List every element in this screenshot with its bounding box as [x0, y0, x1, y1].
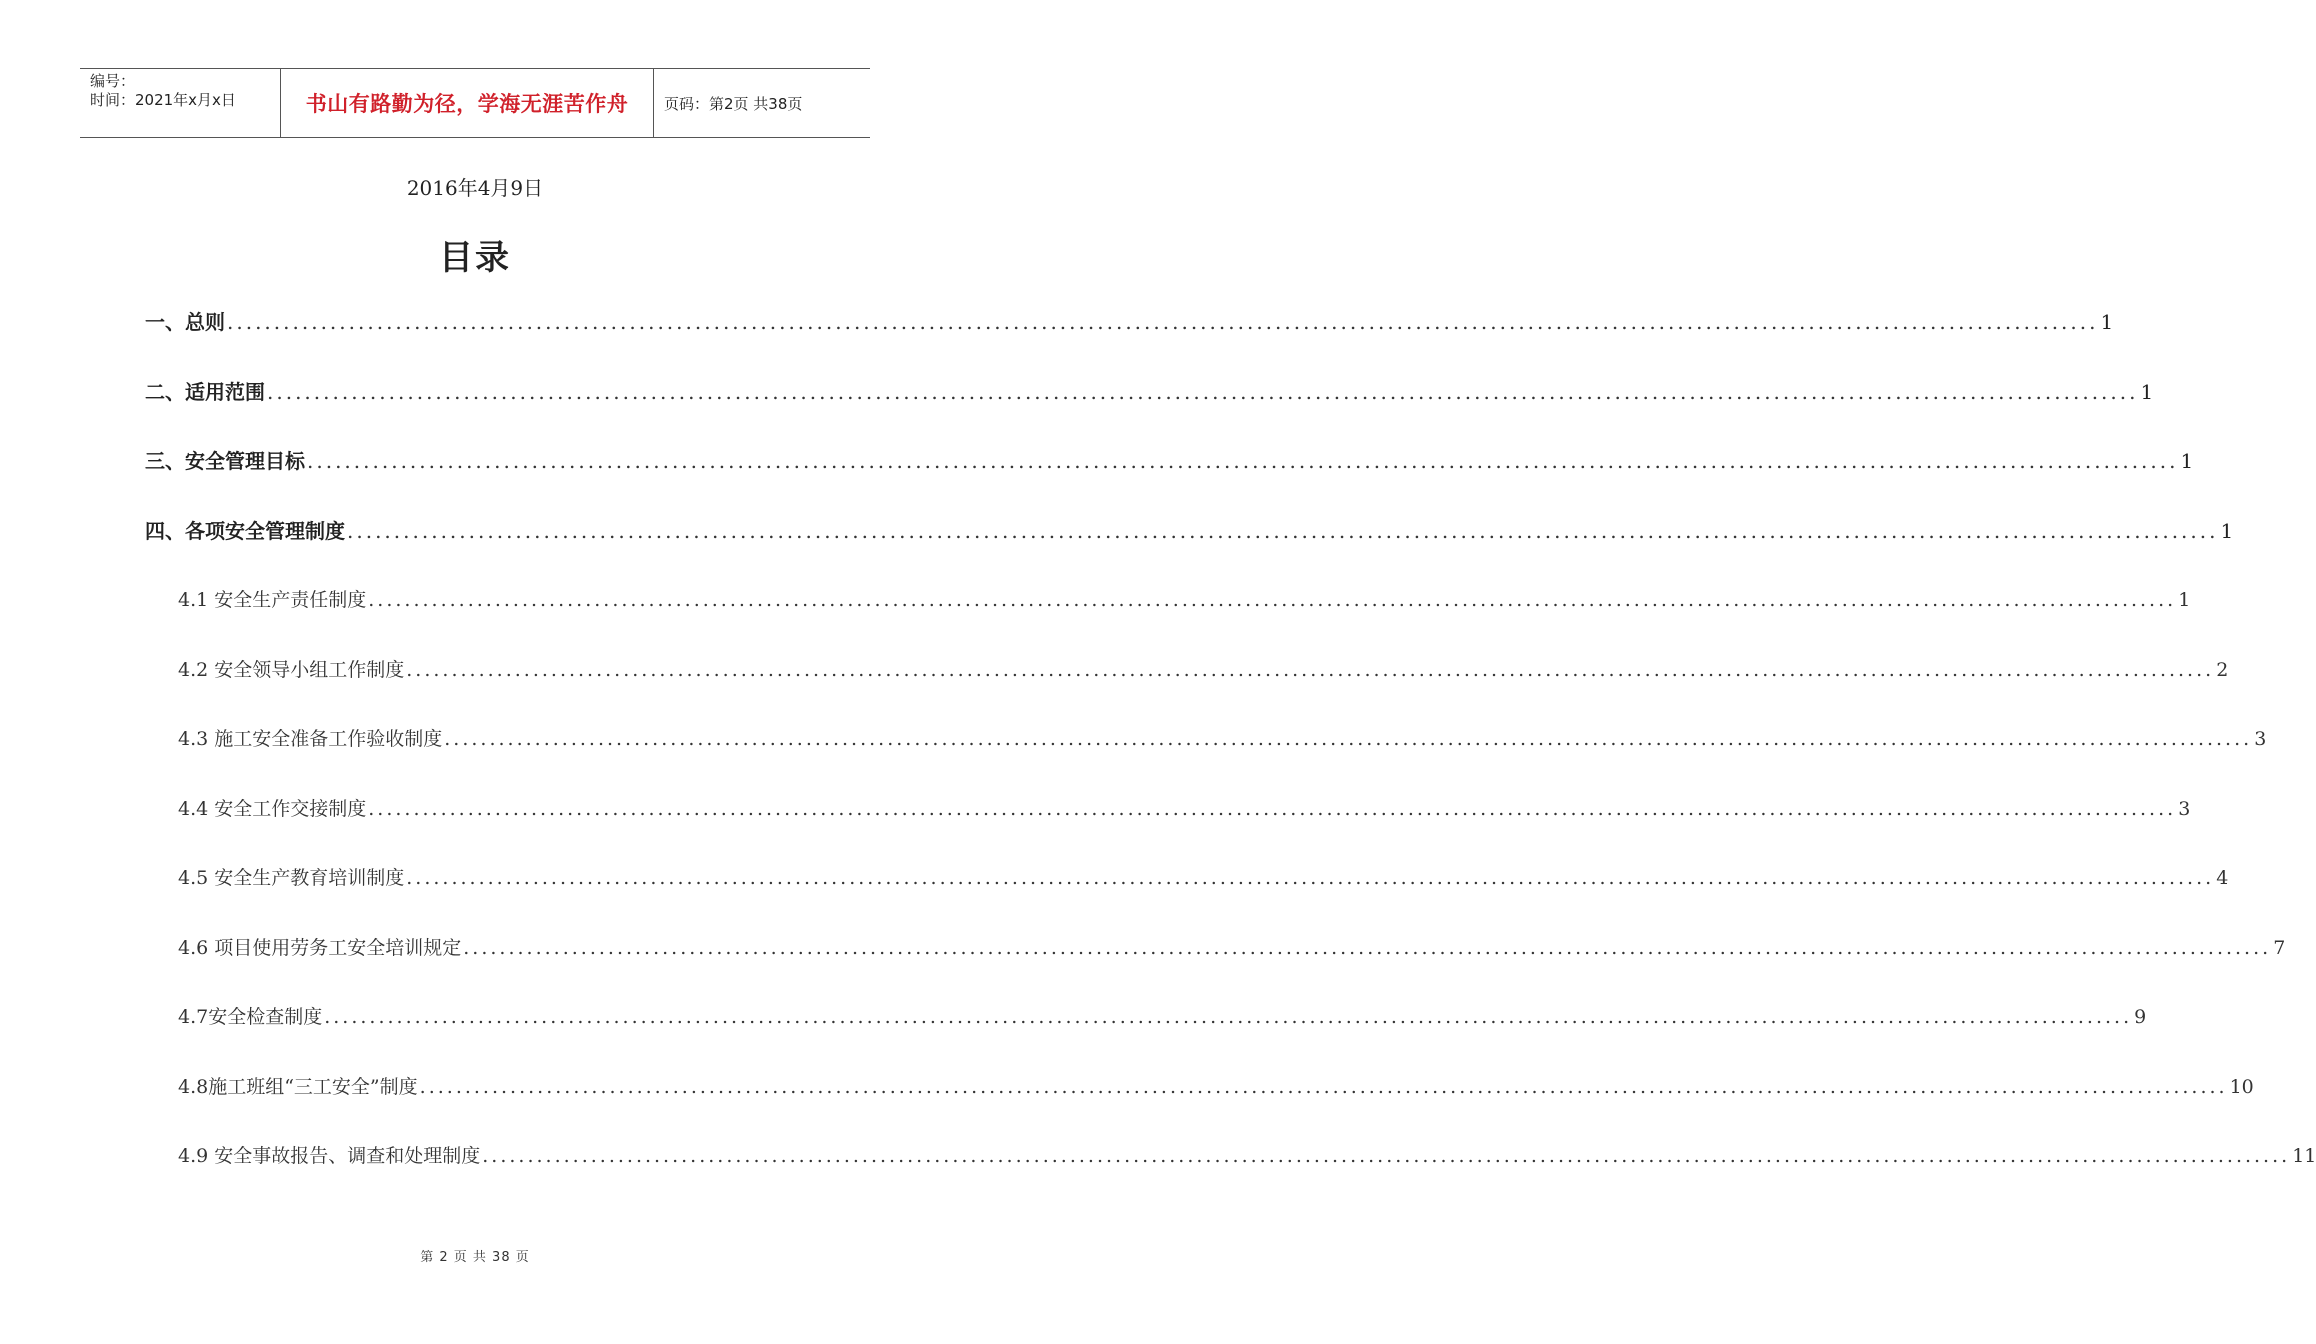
toc-leader-dots: ........................................................................................................................................................................................................	[324, 1006, 2133, 1028]
toc-entry[interactable]	[178, 585, 2191, 615]
toc-entry[interactable]	[145, 307, 2114, 337]
toc-leader-dots: ........................................................................................................................................................................................................	[419, 1076, 2228, 1098]
toc-entry-label: 4.3 施工安全准备工作验收制度	[178, 728, 443, 750]
toc-entry[interactable]	[178, 863, 2229, 893]
toc-entry-page: 1	[2140, 380, 2154, 404]
toc-entry[interactable]	[178, 794, 2191, 824]
toc-entry[interactable]	[178, 1002, 2147, 1032]
toc-entry-label: 4.5 安全生产教育培训制度	[178, 867, 405, 889]
toc-entry-label: 4.2 安全领导小组工作制度	[178, 659, 405, 681]
header-number: 编号：	[90, 72, 136, 90]
toc-entry-label: 4.7安全检查制度	[178, 1006, 323, 1028]
toc-entry-page: 1	[2100, 310, 2114, 334]
toc-entry-page: 3	[2178, 798, 2191, 820]
toc-entry-label: 4.8施工班组“三工安全”制度	[178, 1076, 418, 1098]
toc-leader-dots: ........................................................................................................................................................................................................	[307, 449, 2179, 473]
toc-entry[interactable]	[178, 655, 2229, 685]
toc-leader-dots: ........................................................................................................................................................................................................	[368, 798, 2177, 820]
toc-entry-page: 3	[2254, 728, 2267, 750]
toc-entry[interactable]	[145, 446, 2194, 476]
toc-entry-page: 4	[2216, 867, 2229, 889]
toc-entry-label: 4.4 安全工作交接制度	[178, 798, 367, 820]
toc-leader-dots: ........................................................................................................................................................................................................	[227, 310, 2099, 334]
toc-entry-page: 7	[2273, 937, 2286, 959]
toc-entry-label: 一、总则	[145, 310, 225, 334]
toc-entry-page: 11	[2292, 1145, 2316, 1167]
toc-entry-label: 四、各项安全管理制度	[145, 519, 345, 543]
toc-entry-page: 1	[2180, 449, 2194, 473]
toc-leader-dots: ........................................................................................................................................................................................................	[406, 659, 2215, 681]
header-motto: 书山有路勤为径，学海无涯苦作舟	[281, 69, 654, 137]
toc-entry-label: 三、安全管理目标	[145, 449, 305, 473]
toc-entry-page: 2	[2216, 659, 2229, 681]
toc-leader-dots: ........................................................................................................................................................................................................	[368, 589, 2177, 611]
toc-entry[interactable]	[178, 1141, 2316, 1171]
toc-entry-label: 二、适用范围	[145, 380, 265, 404]
toc-leader-dots: ........................................................................................................................................................................................................	[406, 867, 2215, 889]
header-time: 时间：2021年x月x日	[90, 91, 236, 109]
toc-entry-page: 1	[2178, 589, 2191, 611]
toc-leader-dots: ........................................................................................................................................................................................................	[482, 1145, 2291, 1167]
document-date: 2016年4月9日	[406, 176, 544, 200]
toc-entry-label: 4.9 安全事故报告、调查和处理制度	[178, 1145, 481, 1167]
toc-entry-page: 1	[2220, 519, 2234, 543]
toc-entry[interactable]	[145, 516, 2234, 546]
toc-entry[interactable]	[178, 933, 2286, 963]
page-footer: 第 2 页 共 38 页	[420, 1250, 530, 1265]
toc-entry[interactable]	[178, 724, 2267, 754]
toc-entry[interactable]	[178, 1072, 2254, 1102]
toc-entry-page: 10	[2229, 1076, 2254, 1098]
header-page-info: 页码：第2页 共38页	[664, 94, 803, 113]
toc-entry-label: 4.1 安全生产责任制度	[178, 589, 367, 611]
toc-entry[interactable]	[145, 377, 2154, 407]
toc-leader-dots: ........................................................................................................................................................................................................	[444, 728, 2253, 750]
toc-leader-dots: ........................................................................................................................................................................................................	[463, 937, 2272, 959]
toc-leader-dots: ........................................................................................................................................................................................................	[267, 380, 2139, 404]
page-title: 目录	[439, 238, 511, 278]
toc-entry-page: 9	[2134, 1006, 2147, 1028]
toc-entry-label: 4.6 项目使用劳务工安全培训规定	[178, 937, 462, 959]
toc-leader-dots: ........................................................................................................................................................................................................	[347, 519, 2219, 543]
